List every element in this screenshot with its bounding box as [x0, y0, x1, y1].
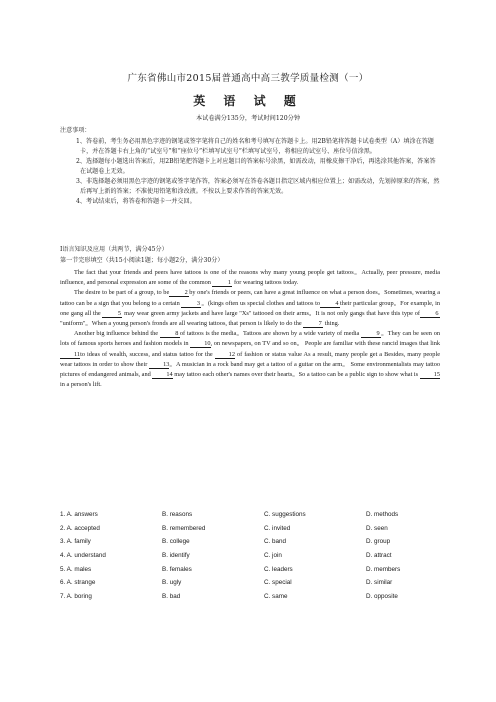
blank-11: 11 — [60, 351, 80, 359]
option-a: 5. A. males — [60, 565, 92, 573]
passage-text: of tattoos is the media。Tattoos are shown by a wide variety of media — [179, 330, 362, 338]
passage-text: to ideas of wealth, success, and status tattoo for the — [80, 350, 215, 358]
blank-15: 15 — [420, 371, 440, 379]
option-row — [60, 590, 440, 604]
option-d: D. members — [366, 565, 401, 573]
option-b: B. reasons — [162, 511, 193, 519]
passage-text: The desire to be part of a group, to be — [74, 289, 170, 297]
section-heading: I语言知识及应用（共两节，满分45分） — [60, 246, 168, 253]
cloze-passage — [60, 268, 440, 390]
option-d: D. opposite — [366, 592, 398, 600]
passage-text: thing. — [323, 320, 340, 328]
option-b: B. remembered — [162, 524, 206, 532]
part-heading: 第一节完形填空（共15小阅读1题；每小题2分，满分30分） — [60, 257, 224, 264]
score-info: 本试卷满分135分，考试时间120分钟 — [195, 115, 301, 122]
notice-heading: 注意事项： — [60, 127, 91, 134]
paragraph-1 — [60, 268, 440, 288]
option-d: D. similar — [366, 579, 393, 587]
blank-1: 1 — [212, 279, 232, 287]
option-d: D. group — [366, 538, 391, 546]
passage-text: for wearing tattoos today. — [232, 279, 299, 287]
option-d: D. methods — [366, 511, 399, 519]
notice-item: 1、答卷前，考生务必用黑色字迹的钢笔或签字笔将自己的姓名和考号填写在答题卡上。用2B铅笔将答题卡试卷类型（A）填涂在答题卡，并在答题卡右上角的“试室号”和“座位号”栏填写试室号”栏填写试室号，将相应的试室号、座位号信涂黑。 — [76, 138, 434, 155]
notice-list — [76, 137, 440, 207]
blank-7: 7 — [303, 320, 323, 328]
blank-13: 13 — [149, 361, 169, 369]
option-c: C. join — [264, 552, 282, 560]
option-c: C. leaders — [264, 565, 293, 573]
option-a: 4. A. understand — [60, 552, 106, 560]
passage-text: 。They can be seen on lots of famous sports heroes and fashion models in — [60, 330, 440, 348]
paragraph-3 — [60, 329, 440, 390]
blank-14: 14 — [152, 371, 172, 379]
option-a: 6. A. strange — [60, 579, 96, 587]
option-b: B. bad — [162, 592, 181, 600]
passage-text: , on newspapers, on TV and so on。 People are familiar with these rancid images that link — [210, 340, 440, 348]
blank-4: 4 — [320, 300, 340, 308]
option-b: B. college — [162, 538, 190, 546]
passage-text: may wear green army jackets and have large "Xs" tattooed on their arms。It is not only gangs that have this type of — [122, 309, 420, 317]
option-a: 3. A. family — [60, 538, 91, 546]
answer-options — [60, 508, 440, 603]
passage-text: Another big influence behind the — [74, 330, 160, 338]
notice-item: 2、选择题每小题选出答案后，用2B铅笔把答题卡上对应题目的答案标号涂黑，如需改动，用橡皮擦干净后，再选涂其他答案，答案答在试题卷上无效。 — [76, 158, 436, 175]
passage-text: their particular group。For example, in one gang all the — [60, 299, 440, 317]
blank-8: 8 — [160, 330, 180, 338]
passage-text: of fashion or status value As a result, many people get a Besides, many people wear tattoos in order to show their — [60, 350, 440, 368]
option-b: B. ugly — [162, 579, 182, 587]
option-row — [60, 576, 440, 590]
option-c: C. invited — [264, 524, 291, 532]
option-row — [60, 535, 440, 549]
blank-9: 9 — [361, 330, 381, 338]
option-row — [60, 522, 440, 536]
passage-text: in a person's lift. — [60, 381, 102, 389]
notice-item: 4、考试结束后，将答卷和答题卡一并交回。 — [76, 198, 196, 205]
passage-text: may tattoo each other's names over their hearts。So a tattoo can be a public sign to show what is — [172, 371, 420, 379]
subject-title: 英 语 试 题 — [193, 94, 303, 108]
option-a: 2. A. accepted — [60, 524, 100, 532]
blank-6: 6 — [420, 310, 440, 318]
exam-title: 广东省佛山市2015届普通高中高三教学质量检测（一） — [127, 73, 369, 84]
passage-text: The fact that your friends and peers have tattoos is one of the reasons why many young people get tattoos。Actually, peer pressure, media influence, and personal expression are some of the common — [60, 269, 440, 287]
blank-10: 10 — [190, 340, 210, 348]
paragraph-2 — [60, 288, 440, 329]
option-d: D. seen — [366, 524, 388, 532]
option-b: B. females — [162, 565, 192, 573]
passage-text: 。A musician in a rock band may get a tattoo of a guitar on the arm。 Some environmentalists may tattoo pictures of endangered animals, and — [60, 360, 440, 379]
option-c: C. band — [264, 538, 287, 546]
passage-text: by one's friends or peers, can have a great influence on what a person does。Sometimes, wearing a tattoo can be a sign that you belong to a certain — [60, 289, 440, 307]
blank-12: 12 — [215, 351, 235, 359]
option-row — [60, 562, 440, 576]
option-row — [60, 549, 440, 563]
option-row — [60, 508, 440, 522]
blank-5: 5 — [102, 310, 122, 318]
option-d: D. attract — [366, 552, 392, 560]
option-b: B. identify — [162, 552, 190, 560]
notice-item: 3、非选择题必须用黑色字迹的钢笔或签字笔作答，答案必须写在答卷各题目指定区域内相应位置上；如需改动，先划掉原来的答案，然后再写上新的答案；不准使用铅笔和涂改液。不按以上要求作答的答案无效。 — [76, 178, 440, 195]
passage-text: 。(kings often us special clothes and tattoos to — [201, 299, 320, 307]
passage-text: "uniform"。When a young person's fronds are all wearing tattoos, that person is likely to do the — [60, 320, 304, 328]
option-c: C. special — [264, 579, 292, 587]
blank-2: 2 — [169, 289, 189, 297]
option-a: 1. A. answers — [60, 511, 98, 519]
option-c: C. same — [264, 592, 288, 600]
option-c: C. suggestions — [264, 511, 306, 519]
option-a: 7. A. boring — [60, 592, 92, 600]
blank-3: 3 — [181, 300, 201, 308]
